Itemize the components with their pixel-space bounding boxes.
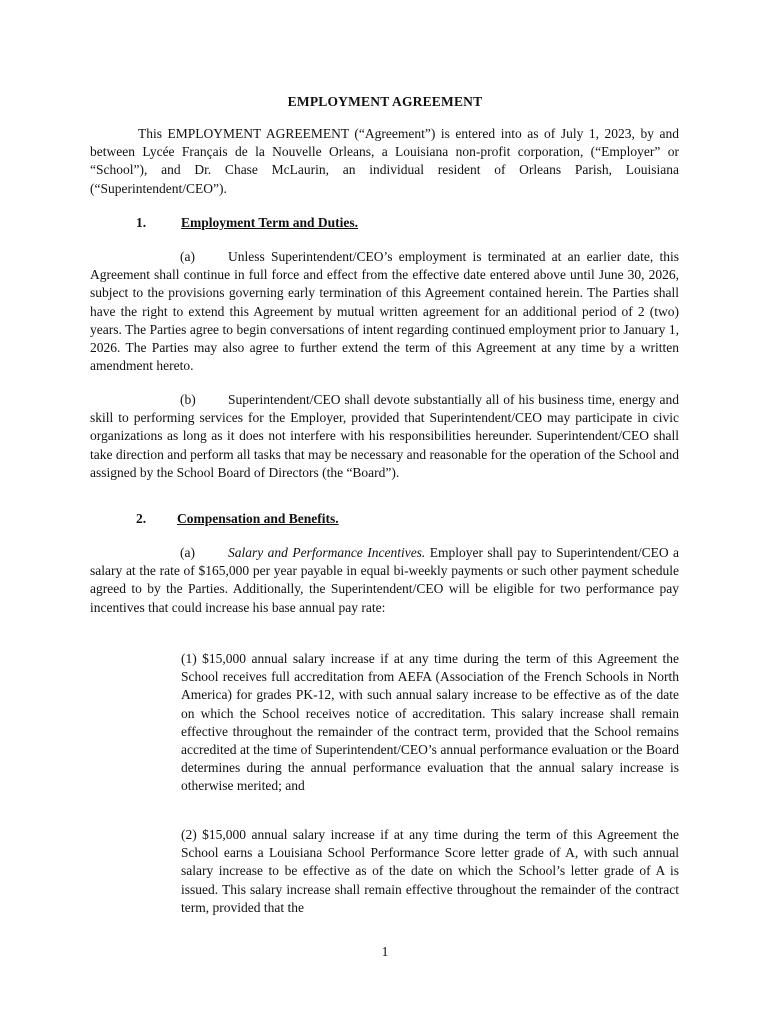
incentive-2-paragraph: (2) $15,000 annual salary increase if at any time during the term of this Agreement the School earns a Louisiana School Performance Score letter grade of A, with such annual salary increase to be effective as of the date on which the School’s letter grade of A is issued. This salary increase shall remain effective throughout the remainder of the contract term, provided that the	[181, 827, 679, 915]
section-2-title: Compensation and Benefits.	[177, 511, 339, 526]
section-2-paragraph-a	[90, 544, 679, 617]
section-1-paragraph-b	[90, 391, 679, 482]
section-2-a-text: Employer shall pay to Superintendent/CEO a salary at the rate of $165,000 per year payable in equal bi-weekly payments or such other payment schedule agreed to by the Parties. Additionally, the Superintendent/CEO will be eligible for two performance pay incentives that could increase his base annual pay rate:	[90, 545, 679, 615]
incentive-1-paragraph: (1) $15,000 annual salary increase if at any time during the term of this Agreement the School receives full accreditation from AEFA (Association of the French Schools in North America) for grades PK-12, with such annual salary increase to be effective as of the date on which the School receives notice of accreditation. This salary increase shall remain effective throughout the remainder of the contract term, provided that the School remains accredited at the time of Superintendent/CEO’s annual performance evaluation or the Board determines during the annual performance evaluation that the annual salary increase is otherwise merited; and	[181, 651, 679, 794]
intro-paragraph: This EMPLOYMENT AGREEMENT (“Agreement”) is entered into as of July 1, 2023, by and between Lycée Français de la Nouvelle Orleans, a Louisiana non-profit corporation, (“Employer” or “School”), and Dr. Chase McLaurin, an individual resident of Orleans Parish, Louisiana (“Superintendent/CEO”).	[90, 126, 679, 196]
page-number: 1	[381, 944, 389, 959]
section-1-number: 1.	[136, 215, 147, 230]
section-1-title: Employment Term and Duties.	[181, 215, 359, 230]
section-2-a-label: (a)	[180, 545, 195, 560]
section-1-paragraph-a	[90, 248, 679, 375]
document-title: EMPLOYMENT AGREEMENT	[287, 94, 483, 109]
section-1-b-text: Superintendent/CEO shall devote substantially all of his business time, energy and skill to performing services for the Employer, provided that Superintendent/CEO may participate in civic organizations as long as it does not interfere with his responsibilities hereunder. Superintendent/CEO shall take direction and perform all tasks that may be necessary and reasonable for the operation of the School and assigned by the School Board of Directors (the “Board”).	[90, 392, 679, 480]
section-2-a-italic-title: Salary and Performance Incentives.	[228, 545, 426, 560]
section-1-b-label: (b)	[180, 392, 196, 407]
section-2-number: 2.	[136, 511, 147, 526]
section-1-a-label: (a)	[180, 249, 195, 264]
section-1-a-text: Unless Superintendent/CEO’s employment is terminated at an earlier date, this Agreement shall continue in full force and effect from the effective date entered above until June 30, 2026, subject to the provisions governing early termination of this Agreement contained herein. The Parties shall have the right to extend this Agreement by mutual written agreement for an additional period of 2 (two) years. The Parties agree to begin conversations of intent regarding continued employment prior to January 1, 2026. The Parties may also agree to further extend the term of this Agreement at any time by a written amendment hereto.	[90, 249, 679, 374]
